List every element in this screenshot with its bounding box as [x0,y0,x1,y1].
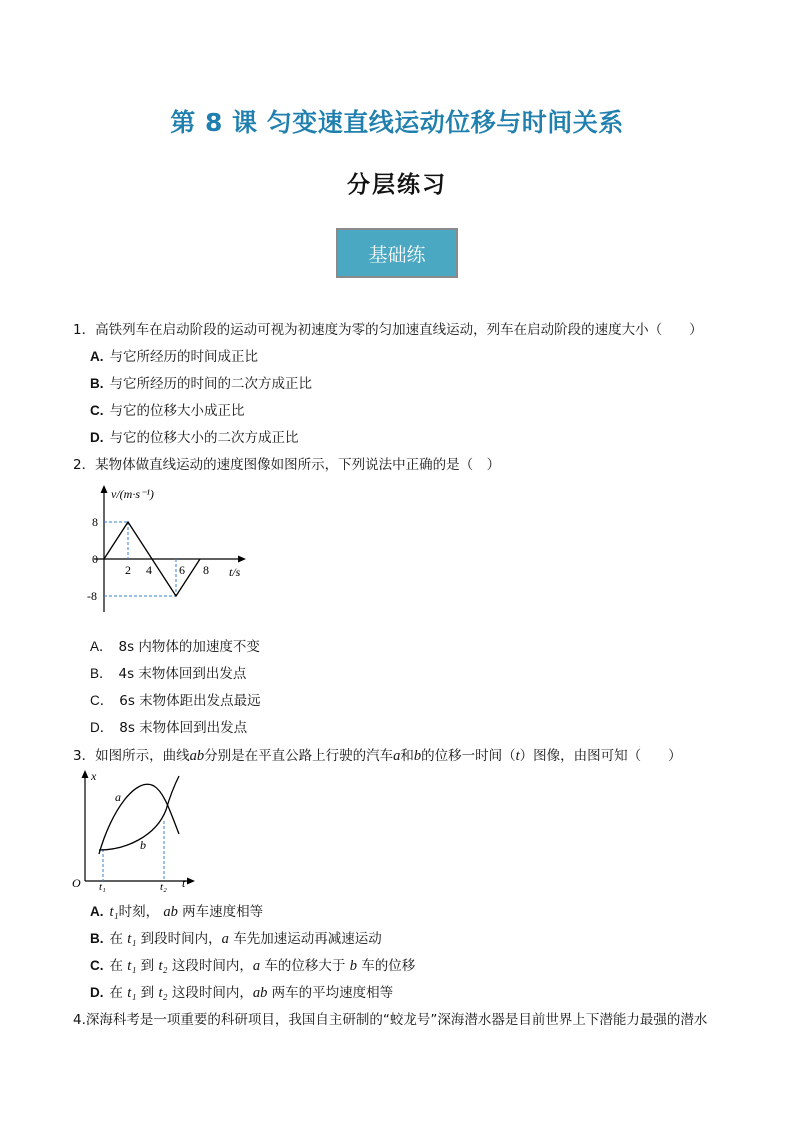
option-var: t₁ [127,985,137,1001]
stem-var: a [393,748,401,764]
x-tick-label: 2 [125,563,131,577]
option-var: t₁ [127,931,137,947]
option-text: 车的位移大于 [264,958,346,974]
option-text: 在 [109,931,123,947]
option-text: 两车速度相等 [182,904,264,920]
curve-a [99,784,179,854]
option-var: ab [163,904,178,920]
y-tick-label: 8 [92,515,98,529]
t-axis-label: t/s [229,565,241,579]
option-text: 两车的平均速度相等 [271,985,394,1001]
option-text: 这段时间内， [171,985,253,1001]
option-var: a [252,958,261,974]
stem-text: ）图像，由图可知（ ） [519,748,682,764]
option-var: t₁ [109,904,119,920]
x-tick-label: 8 [203,563,209,577]
option-text: 与它的位移大小的二次方成正比 [109,430,299,446]
question-1-option-b[interactable] [90,372,312,392]
option-key: A． [90,639,113,654]
option-key: B. [90,376,104,391]
stem-text: 分别是在平直公路上行驶的汽车 [204,748,394,764]
stem-var: t [515,748,520,764]
curve-a-label: a [115,790,121,804]
origin-label: O [72,876,81,890]
option-var: t₂ [158,958,168,974]
option-text: 到段时间内， [140,931,222,947]
option-key: A. [90,904,104,919]
option-key: A. [90,349,104,364]
v-axis-label: v/(m·s⁻¹) [111,487,154,501]
option-text: 4s 末物体回到出发点 [118,666,247,682]
question-2-option-a[interactable] [90,635,260,655]
stem-text: 和 [400,748,414,764]
question-2-option-b[interactable] [90,662,246,682]
t-axis-arrow [187,878,195,885]
y-tick-label: 0 [92,552,98,566]
option-text: 在 [109,958,123,974]
option-var: ab [252,985,268,1001]
stem-var: b [413,748,422,764]
x-tick-label: 6 [179,563,185,577]
option-text: 在 [109,985,123,1001]
option-key: D． [90,720,114,735]
option-text: 8s 内物体的加速度不变 [118,639,260,655]
level-badge: 基础练 [336,228,458,278]
option-key: D. [90,430,104,445]
question-2-option-c[interactable] [90,689,261,709]
option-var: t₁ [127,958,137,974]
option-text: 6s 末物体距出发点最远 [119,693,261,709]
question-4-stem: 4.深海科考是一项重要的科研项目，我国自主研制的“蛟龙号”深海潜水器是目前世界上下潜能力最强的潜水 [73,1012,708,1028]
option-key: D. [90,985,104,1000]
x-axis-arrow [82,770,89,778]
option-text: 这段时间内， [171,958,253,974]
option-text: 时刻， [118,904,160,920]
x-tick-label: 4 [146,563,152,577]
option-text: 8s 末物体回到出发点 [119,720,248,736]
option-text: 车先加速运动再减速运动 [233,931,382,947]
v-axis-arrow [101,485,108,493]
option-text: 与它的位移大小成正比 [109,403,245,419]
option-key: B． [90,666,113,681]
stem-text: 的位移一时间（ [421,748,516,764]
question-2-option-d[interactable] [90,716,247,736]
velocity-time-graph [80,482,260,617]
option-key: B. [90,931,104,946]
question-3-option-d[interactable] [90,981,393,1002]
option-text: 车的位移 [361,958,416,974]
stem-text: 3．如图所示，曲线 [73,748,190,764]
y-tick-label: -8 [87,589,97,603]
question-1-option-d[interactable] [90,426,299,446]
question-3-option-c[interactable] [90,954,415,975]
option-text: 与它所经历的时间成正比 [109,349,258,365]
question-3-option-b[interactable] [90,927,382,948]
t1-label: t₁ [99,881,106,892]
curve-b-label: b [140,838,146,852]
question-3-stem [73,744,682,765]
option-key: C． [90,693,114,708]
position-time-graph [66,766,206,892]
question-1-option-a[interactable] [90,345,258,365]
x-axis-label: x [91,769,97,783]
option-var: b [349,958,357,974]
question-2-stem: 2．某物体做直线运动的速度图像如图所示，下列说法中正确的是（ ） [73,457,501,473]
t2-label: t₂ [160,881,167,892]
stem-var: ab [189,748,205,764]
option-text: 到 [140,985,155,1001]
question-1-stem: 1．高铁列车在启动阶段的运动可视为初速度为零的匀加速直线运动，列车在启动阶段的速度大小（ ） [73,322,703,338]
t-axis-label: t [182,876,186,890]
t-axis-arrow [238,556,246,563]
option-key: C. [90,403,104,418]
section-subtitle: 分层练习 [347,172,447,198]
option-var: t₂ [158,985,168,1001]
question-3-option-a[interactable] [90,900,263,921]
option-text: 到 [140,958,155,974]
option-key: C. [90,958,104,973]
option-text: 与它所经历的时间的二次方成正比 [109,376,312,392]
lesson-title: 第 8 课 匀变速直线运动位移与时间关系 [170,108,624,137]
question-1-option-c[interactable] [90,399,245,419]
option-var: a [221,931,229,947]
